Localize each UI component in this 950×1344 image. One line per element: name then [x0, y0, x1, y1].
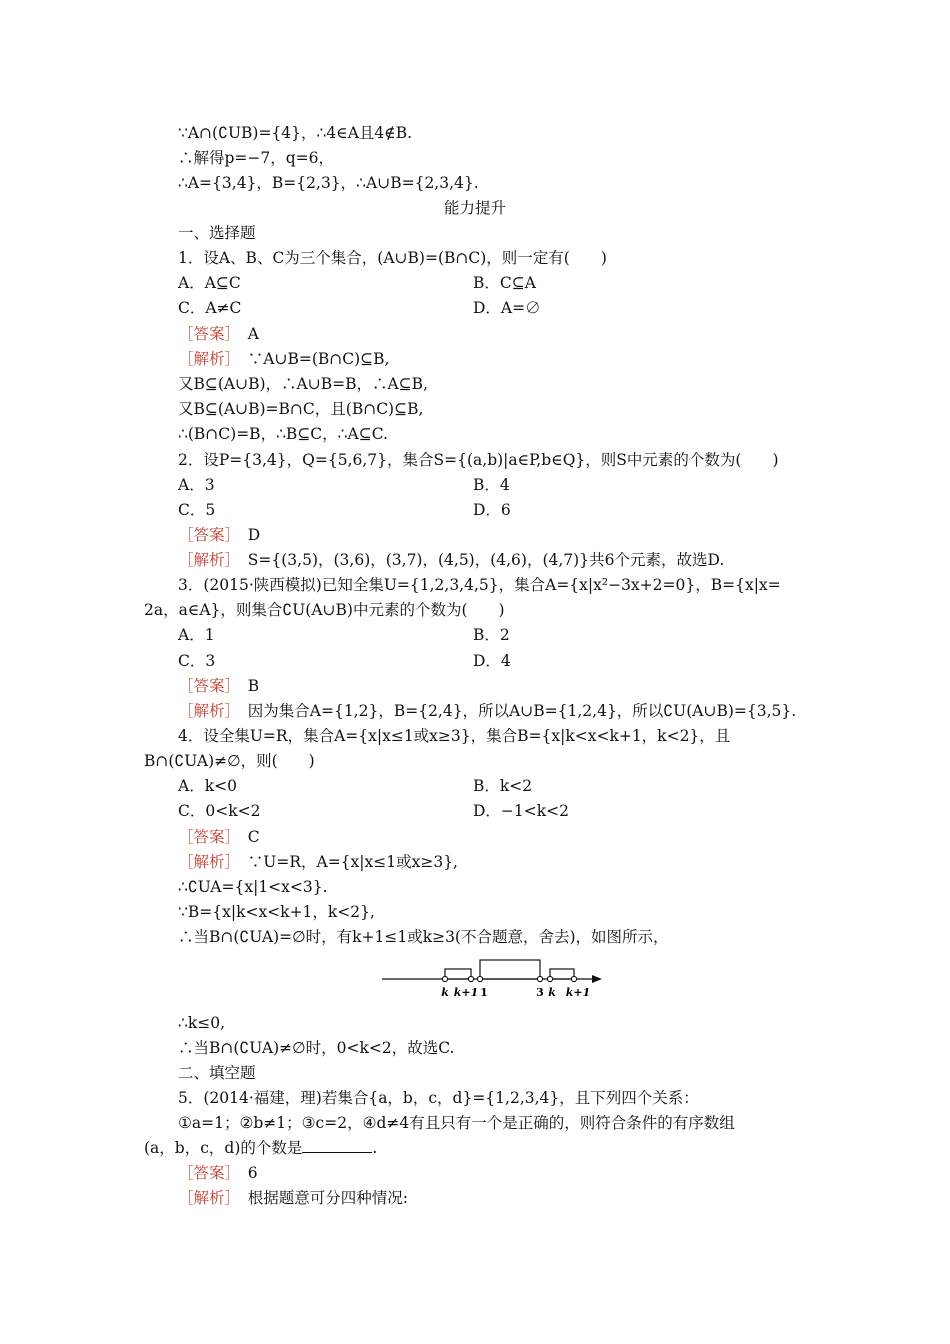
q2-analysis — [178, 549, 724, 571]
q1-analysis — [178, 348, 389, 370]
interval-left — [445, 969, 471, 979]
answer-tag: ［答案］ — [178, 677, 233, 695]
point-k-right — [547, 976, 552, 981]
analysis-text: ∵A∪B=(B∩C)⊆B, — [247, 350, 390, 368]
q2-option-a: A．3 — [178, 476, 215, 494]
q3-option-b: B．2 — [473, 626, 510, 644]
q4-option-a: A．k<0 — [178, 777, 237, 795]
part-heading-fill: 二、填空题 — [178, 1064, 256, 1082]
analysis-text: ∵U=R，A={x|x≤1或x≥3}, — [247, 853, 458, 871]
q1-option-a: A．A⊆C — [178, 274, 241, 292]
q4-option-c: C．0<k<2 — [178, 802, 261, 820]
q4-answer — [178, 826, 260, 848]
label-3: 3 — [536, 986, 544, 999]
label-k-plus-1-right: k+1 — [565, 986, 591, 999]
interval-complement — [480, 960, 540, 979]
q3-option-d: D．4 — [473, 652, 511, 670]
q5-stem-line-2: ①a=1；②b≠1；③c=2，④d≠4有且只有一个是正确的，则符合条件的有序数组 — [178, 1114, 735, 1132]
point-k-plus-1-right — [571, 976, 576, 981]
q3-analysis — [178, 700, 796, 722]
analysis-tag: ［解析］ — [178, 853, 233, 871]
label-k-plus-1: k+1 — [453, 986, 479, 999]
q4-stem-line-2: B∩(∁UA)≠∅，则( ) — [144, 752, 315, 770]
q5-answer — [178, 1162, 258, 1184]
q4-analysis — [178, 851, 458, 873]
analysis-tag: ［解析］ — [178, 350, 233, 368]
label-1: 1 — [480, 986, 488, 999]
intro-line-1: ∵A∩(∁UB)={4}，∴4∈A且4∉B. — [178, 124, 413, 142]
answer-blank — [302, 1138, 372, 1153]
q4-stem-line-1: 4．设全集U=R，集合A={x|x≤1或x≥3}，集合B={x|k<x<k+1，k<2}，且 — [178, 727, 731, 745]
answer-value: A — [247, 325, 259, 343]
q4-analysis-line-4: ∴当B∩(∁UA)=∅时，有k+1≤1或k≥3(不合题意，舍去)，如图所示， — [178, 928, 669, 946]
q1-option-d: D．A=∅ — [473, 299, 541, 317]
q3-answer — [178, 675, 259, 697]
q2-option-d: D．6 — [473, 501, 511, 519]
part-heading-choice: 一、选择题 — [178, 224, 256, 242]
number-line-figure — [380, 956, 610, 1000]
q3-stem-line-2: 2a，a∈A}，则集合∁U(A∪B)中元素的个数为( ) — [144, 601, 505, 619]
analysis-text: 因为集合A={1,2}，B={2,4}，所以A∪B={1,2,4}，所以∁U(A∪B)={3,5}. — [247, 702, 797, 720]
label-k: k — [441, 986, 449, 999]
interval-right — [550, 969, 574, 979]
q2-stem: 2．设P={3,4}，Q={5,6,7}，集合S={(a,b)|a∈P,b∈Q}，则S中元素的个数为( ) — [178, 451, 779, 469]
answer-tag: ［答案］ — [178, 1164, 233, 1182]
point-k — [442, 976, 447, 981]
q2-answer — [178, 524, 260, 546]
q4-analysis-line-3: ∵B={x|k<x<k+1，k<2}, — [178, 903, 375, 921]
intro-line-2: ∴解得p=−7，q=6， — [178, 149, 335, 167]
q1-option-c: C．A≠C — [178, 299, 242, 317]
answer-tag: ［答案］ — [178, 828, 233, 846]
q4-analysis-line-5: ∴k≤0, — [178, 1014, 226, 1032]
q5-analysis — [178, 1187, 408, 1209]
label-k-right: k — [548, 986, 556, 999]
analysis-text: S={(3,5)，(3,6)，(3,7)，(4,5)，(4,6)，(4,7)}共6个元素，故选D. — [247, 551, 725, 569]
analysis-text: 根据题意可分四种情况: — [247, 1189, 409, 1207]
point-1 — [477, 976, 482, 981]
q1-answer — [178, 323, 259, 345]
intro-line-3: ∴A={3,4}，B={2,3}，∴A∪B={2,3,4}. — [178, 174, 479, 192]
answer-value: 6 — [247, 1164, 258, 1182]
point-3 — [537, 976, 542, 981]
section-title: 能力提升 — [443, 199, 506, 217]
q5-stem-text: (a，b，c，d)的个数是 — [144, 1139, 303, 1157]
answer-tag: ［答案］ — [178, 325, 233, 343]
q4-analysis-line-2: ∴∁UA={x|1<x<3}. — [178, 878, 328, 896]
q5-stem-end: . — [372, 1139, 378, 1157]
answer-tag: ［答案］ — [178, 526, 233, 544]
q4-analysis-line-6: ∴当B∩(∁UA)≠∅时，0<k<2，故选C. — [178, 1039, 455, 1057]
q1-analysis-line-3: 又B⊆(A∪B)=B∩C，且(B∩C)⊆B, — [178, 400, 424, 418]
analysis-tag: ［解析］ — [178, 551, 233, 569]
analysis-tag: ［解析］ — [178, 702, 233, 720]
q5-stem-line-3 — [144, 1137, 377, 1159]
q3-option-c: C．3 — [178, 652, 216, 670]
q4-option-b: B．k<2 — [473, 777, 533, 795]
q2-option-b: B．4 — [473, 476, 510, 494]
q1-analysis-line-4: ∴(B∩C)=B，∴B⊆C，∴A⊆C. — [178, 425, 388, 443]
q2-option-c: C．5 — [178, 501, 216, 519]
q3-stem-line-1: 3．(2015·陕西模拟)已知全集U={1,2,3,4,5}，集合A={x|x²−3x+2=0}，B={x|x= — [178, 576, 781, 594]
q4-option-d: D．−1<k<2 — [473, 802, 570, 820]
point-k-plus-1 — [468, 976, 473, 981]
q3-option-a: A．1 — [178, 626, 215, 644]
q1-analysis-line-2: 又B⊆(A∪B)，∴A∪B=B，∴A⊆B, — [178, 375, 428, 393]
answer-value: D — [247, 526, 261, 544]
answer-value: C — [247, 828, 260, 846]
axis-arrow-icon — [592, 975, 602, 983]
q1-option-b: B．C⊆A — [473, 274, 536, 292]
q5-stem-line-1: 5．(2014·福建，理)若集合{a，b，c，d}={1,2,3,4}，且下列四个关系： — [178, 1089, 699, 1107]
q1-stem: 1．设A、B、C为三个集合，(A∪B)=(B∩C)，则一定有( ) — [178, 249, 607, 267]
analysis-tag: ［解析］ — [178, 1189, 233, 1207]
answer-value: B — [247, 677, 260, 695]
